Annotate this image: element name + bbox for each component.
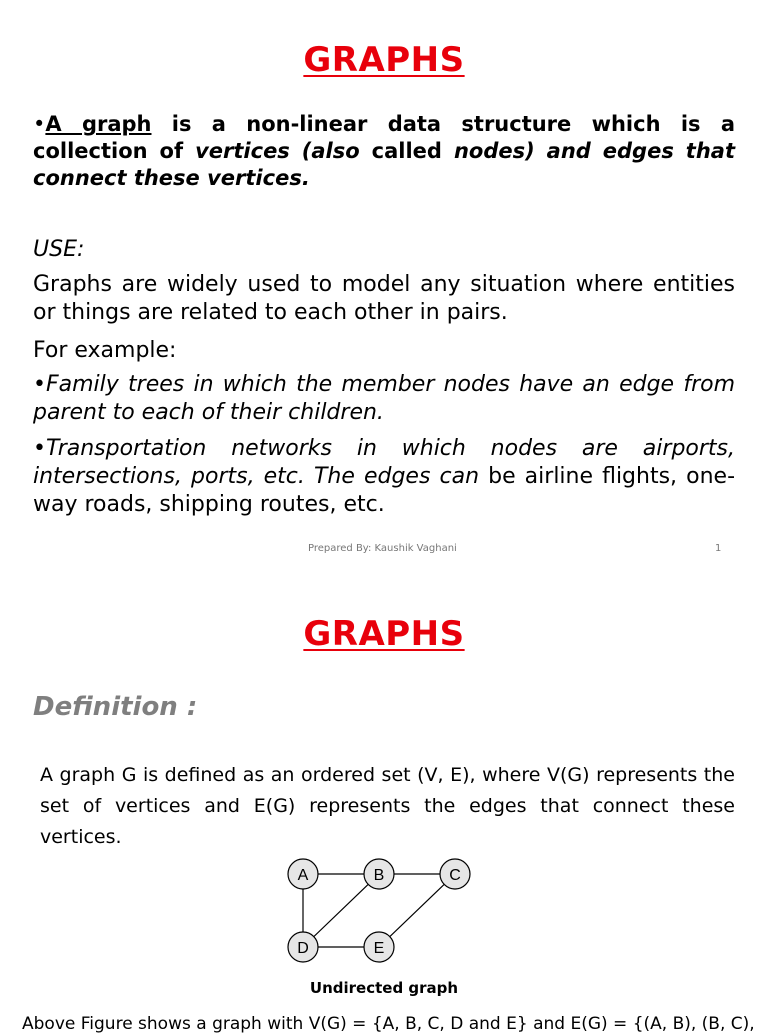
definition-heading: Definition : xyxy=(33,692,198,722)
use-description: Graphs are widely used to model any situation where entities or things are related to each other in pairs. xyxy=(33,272,735,325)
slide-title: GRAPHS xyxy=(303,614,465,654)
bullet: • xyxy=(33,112,46,136)
intro-text-3: called xyxy=(359,139,454,163)
edge-b-d xyxy=(303,874,379,947)
node-label: B xyxy=(373,867,385,884)
transport-italic: •Transportation networks in which nodes are airports, intersections, ports, etc. The edges can xyxy=(33,436,735,489)
family-trees-bullet: •Family trees in which the member nodes have an edge from parent to each of their children. xyxy=(33,372,735,425)
node-d xyxy=(288,932,318,962)
graph-intro-paragraph xyxy=(33,111,735,192)
slide-2 xyxy=(0,575,768,1034)
slide-title: GRAPHS xyxy=(303,40,465,80)
node-label: D xyxy=(297,940,309,957)
intro-text-1: is a non-linear data structure which is a collection of xyxy=(33,112,735,163)
node-e xyxy=(364,932,394,962)
transportation-bullet xyxy=(33,435,735,519)
page-number: 1 xyxy=(715,543,722,554)
intro-text-2: vertices (also xyxy=(195,139,360,163)
node-b xyxy=(364,859,394,889)
footer-author: Prepared By: Kaushik Vaghani xyxy=(308,543,457,554)
for-example-label: For example: xyxy=(33,338,177,363)
edge-c-e xyxy=(379,874,455,947)
definition-text: A graph G is defined as an ordered set (V, E), where V(G) represents the set of vertices and E(G) represents the edges that connect these vertices. xyxy=(40,764,735,848)
node-c xyxy=(440,859,470,889)
node-a xyxy=(288,859,318,889)
figure-caption: Undirected graph xyxy=(309,979,459,997)
node-label: E xyxy=(373,940,385,957)
use-heading: USE: xyxy=(33,237,85,262)
node-label: A xyxy=(297,867,309,884)
intro-text-4: nodes) and edges that connect these vertices. xyxy=(33,139,736,190)
truncated-text-line: Above Figure shows a graph with V(G) = {A, B, C, D and E} and E(G) = {(A, B), (B, C), xyxy=(22,1014,755,1034)
graph-term: A graph xyxy=(45,112,152,136)
undirected-graph-diagram xyxy=(280,853,480,973)
transport-plain: be airline flights, one-way roads, shipping routes, etc. xyxy=(33,464,736,517)
node-label: C xyxy=(449,867,461,884)
